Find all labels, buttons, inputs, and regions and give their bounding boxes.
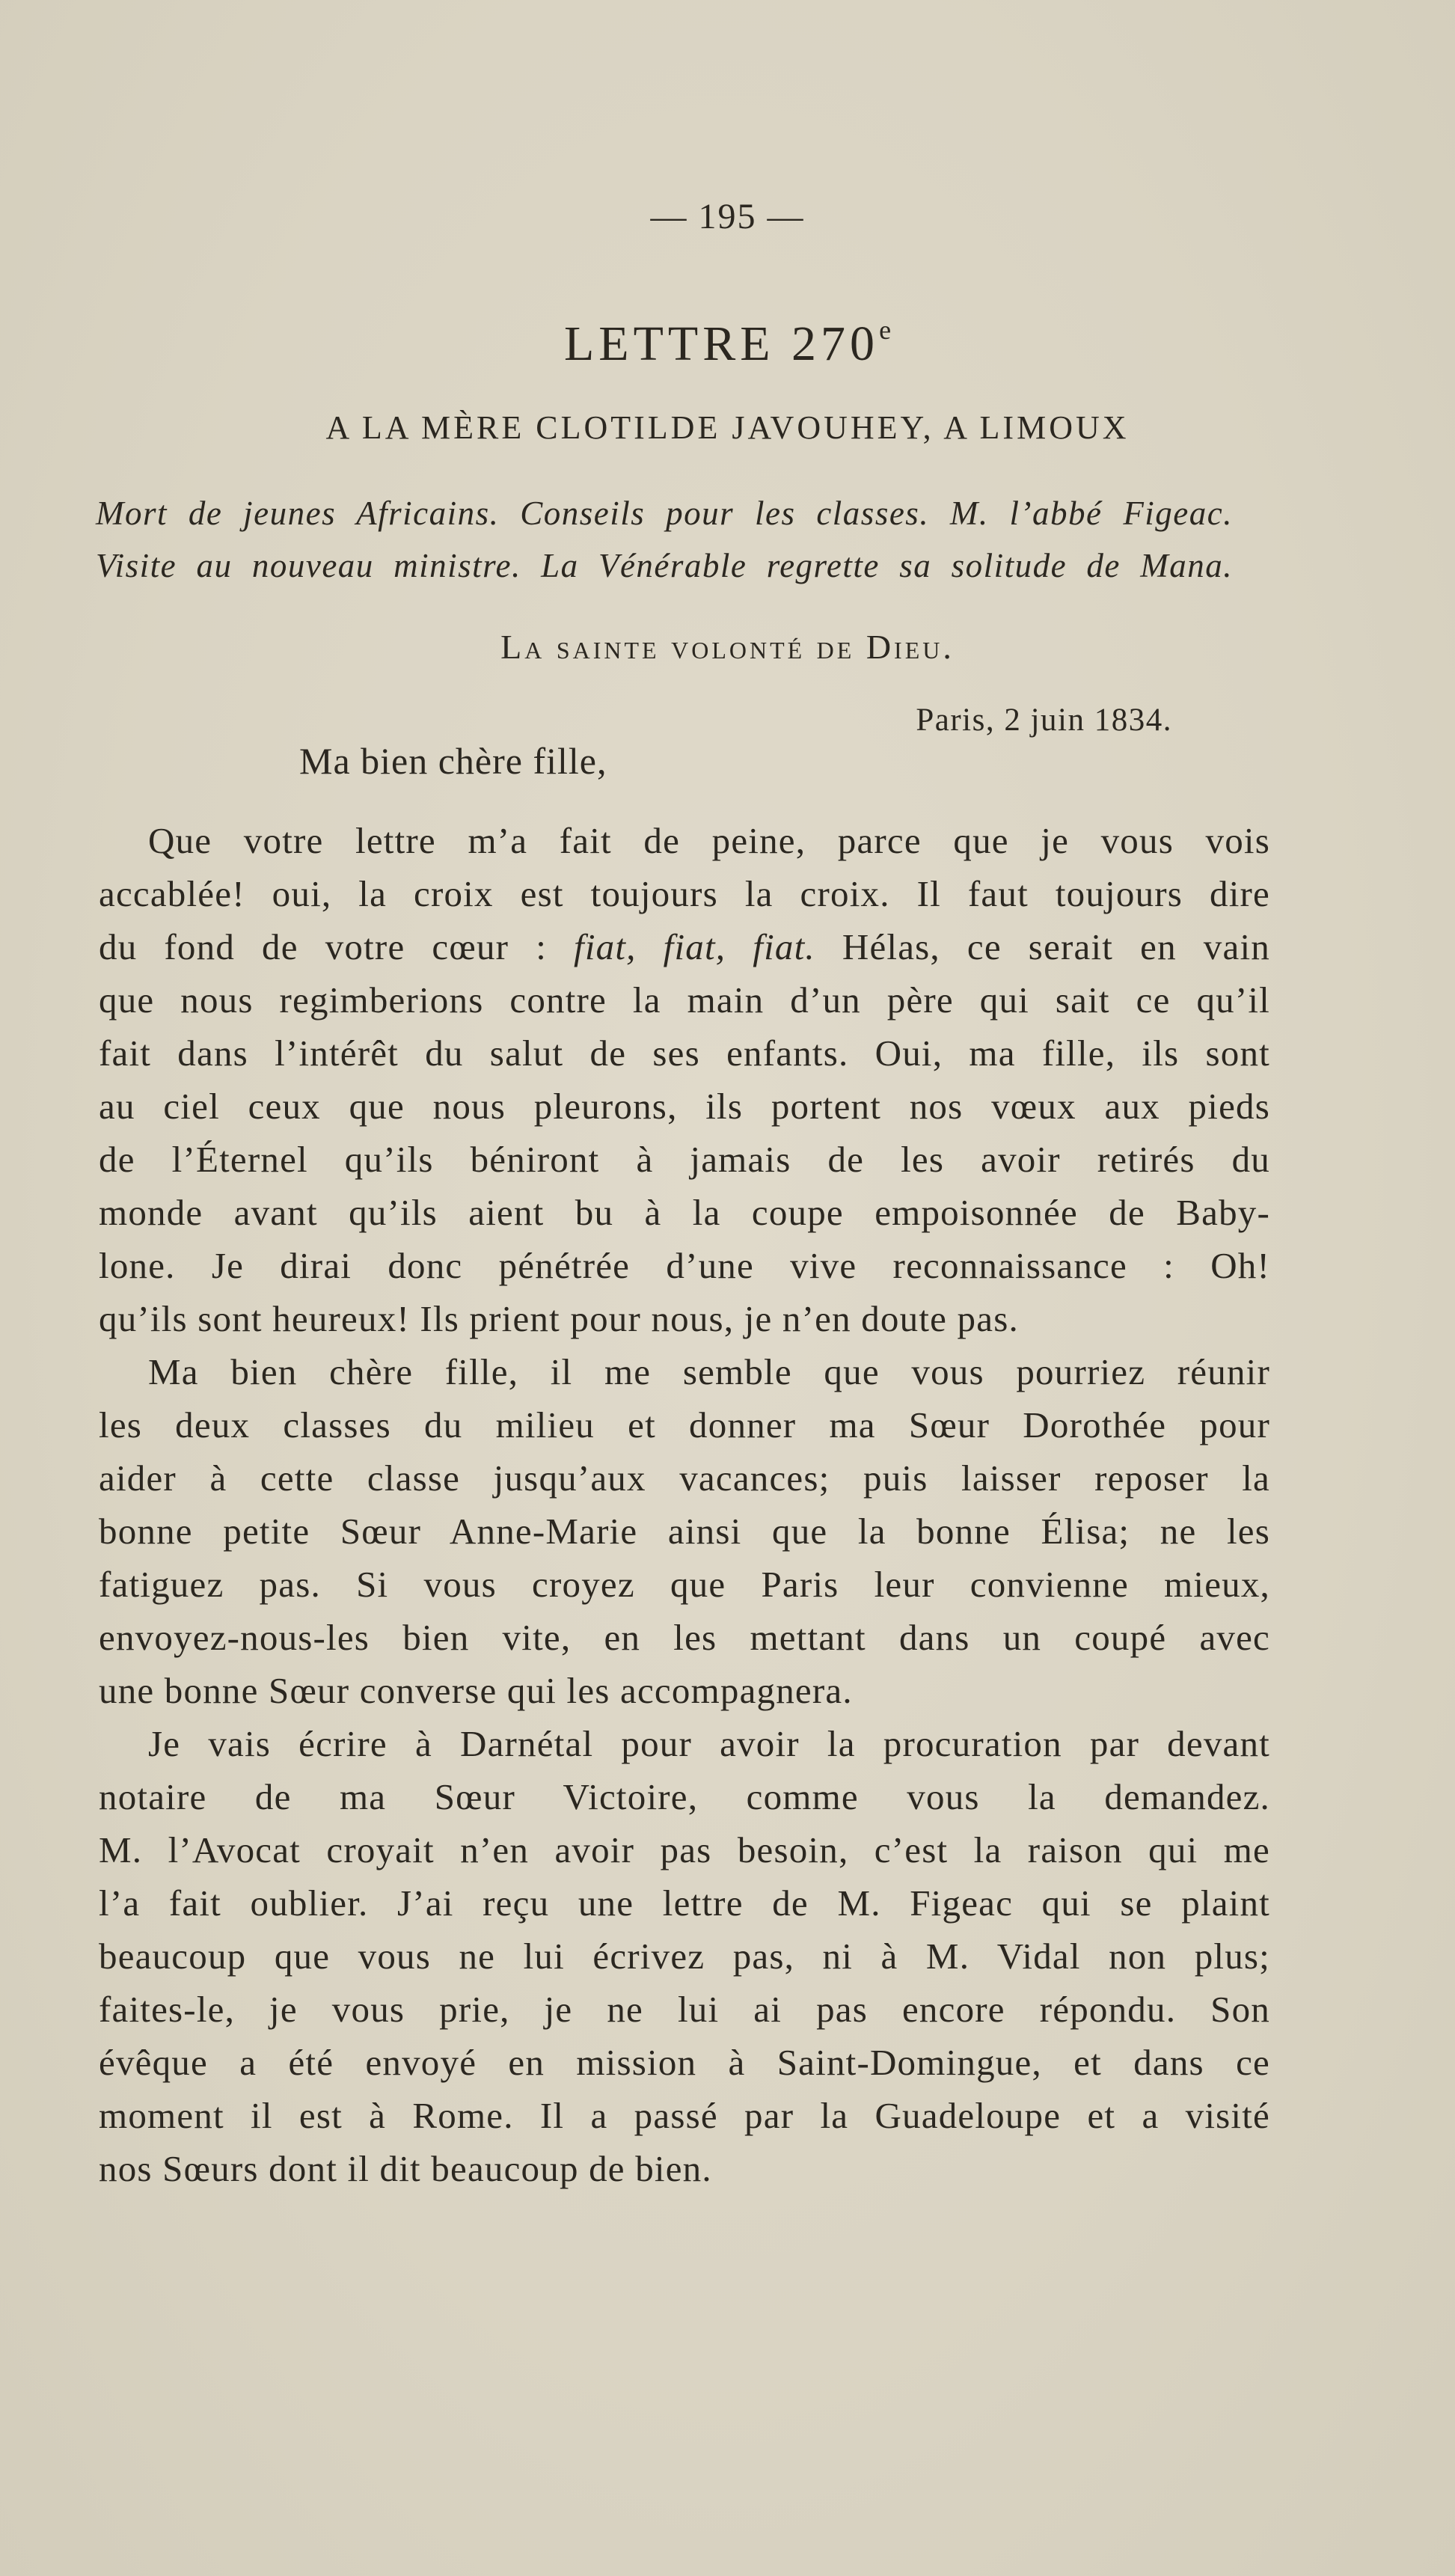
p3-line-8: moment il est à Rome. Il a passé par la Guadeloupe et a visité <box>99 2095 1270 2136</box>
p2-line-2: les deux classes du milieu et donner ma Sœur Dorothée pour <box>99 1404 1270 1445</box>
p3-line-6: faites-le, je vous prie, je ne lui ai pas encore répondu. Son <box>99 1989 1270 2030</box>
p3-line-2: notaire de ma Sœur Victoire, comme vous la demandez. <box>99 1776 1270 1817</box>
page-number: — 195 — <box>650 197 805 236</box>
p1-line-8: monde avant qu’ils aient bu à la coupe empoisonnée de Baby- <box>99 1192 1270 1233</box>
p1-line-3 <box>99 920 1270 973</box>
p2-line-1: Ma bien chère fille, il me semble que vous pourriez réunir <box>148 1351 1270 1392</box>
p1-line-3-italic: fiat, fiat, fiat. <box>574 926 815 967</box>
p1-line-9: lone. Je dirai donc pénétrée d’une vive reconnaissance : Oh! <box>99 1245 1270 1286</box>
p1-line-4: que nous regimberions contre la main d’un père qui sait ce qu’il <box>99 979 1270 1021</box>
p2-line-6: envoyez-nous-les bien vite, en les mettant dans un coupé avec <box>99 1617 1270 1658</box>
p2-line-5: fatiguez pas. Si vous croyez que Paris leur convienne mieux, <box>99 1564 1270 1605</box>
p3-line-3: M. l’Avocat croyait n’en avoir pas besoin, c’est la raison qui me <box>99 1829 1270 1870</box>
motto: La sainte volonté de Dieu. <box>500 628 955 666</box>
p1-line-7: de l’Éternel qu’ils béniront à jamais de les avoir retirés du <box>99 1139 1270 1180</box>
summary-line-2: Visite au nouveau ministre. La Vénérable regrette sa solitude de Mana. <box>96 547 1233 584</box>
letter-title-text: LETTRE 270 <box>563 316 880 371</box>
p3-line-5: beaucoup que vous ne lui écrivez pas, ni à M. Vidal non plus; <box>99 1936 1270 1977</box>
p3-line-7: évêque a été envoyé en mission à Saint-Domingue, et dans ce <box>99 2042 1270 2083</box>
p1-line-3-post: Hélas, ce serait en vain <box>815 926 1270 967</box>
p1-line-3-pre: du fond de votre cœur : <box>99 926 575 967</box>
p2-line-3: aider à cette classe jusqu’aux vacances; puis laisser reposer la <box>99 1457 1270 1499</box>
letter-body <box>99 814 1270 2195</box>
letter-title <box>0 314 1455 373</box>
p3-line-1: Je vais écrire à Darnétal pour avoir la procuration par devant <box>148 1723 1270 1764</box>
letter-title-superscript: e <box>879 315 892 345</box>
p1-line-1: Que votre lettre m’a fait de peine, parce que je vous vois <box>148 820 1270 861</box>
p3-line-9: nos Sœurs dont il dit beaucoup de bien. <box>99 2148 712 2189</box>
salutation: Ma bien chère fille, <box>299 740 607 782</box>
p1-line-2: accablée! oui, la croix est toujours la croix. Il faut toujours dire <box>99 873 1270 914</box>
p1-line-10: qu’ils sont heureux! Ils prient pour nous, je n’en doute pas. <box>99 1298 1019 1339</box>
dateline: Paris, 2 juin 1834. <box>916 703 1172 738</box>
recipient-heading: A LA MÈRE CLOTILDE JAVOUHEY, A LIMOUX <box>325 409 1130 446</box>
summary-line-1: Mort de jeunes Africains. Conseils pour les classes. M. l’abbé Figeac. <box>96 495 1233 532</box>
p1-line-6: au ciel ceux que nous pleurons, ils portent nos vœux aux pieds <box>99 1086 1270 1127</box>
p3-line-4: l’a fait oublier. J’ai reçu une lettre de M. Figeac qui se plaint <box>99 1882 1270 1924</box>
p2-line-7: une bonne Sœur converse qui les accompagnera. <box>99 1670 853 1711</box>
p2-line-4: bonne petite Sœur Anne-Marie ainsi que la bonne Élisa; ne les <box>99 1511 1270 1552</box>
p1-line-5: fait dans l’intérêt du salut de ses enfants. Oui, ma fille, ils sont <box>99 1032 1270 1074</box>
